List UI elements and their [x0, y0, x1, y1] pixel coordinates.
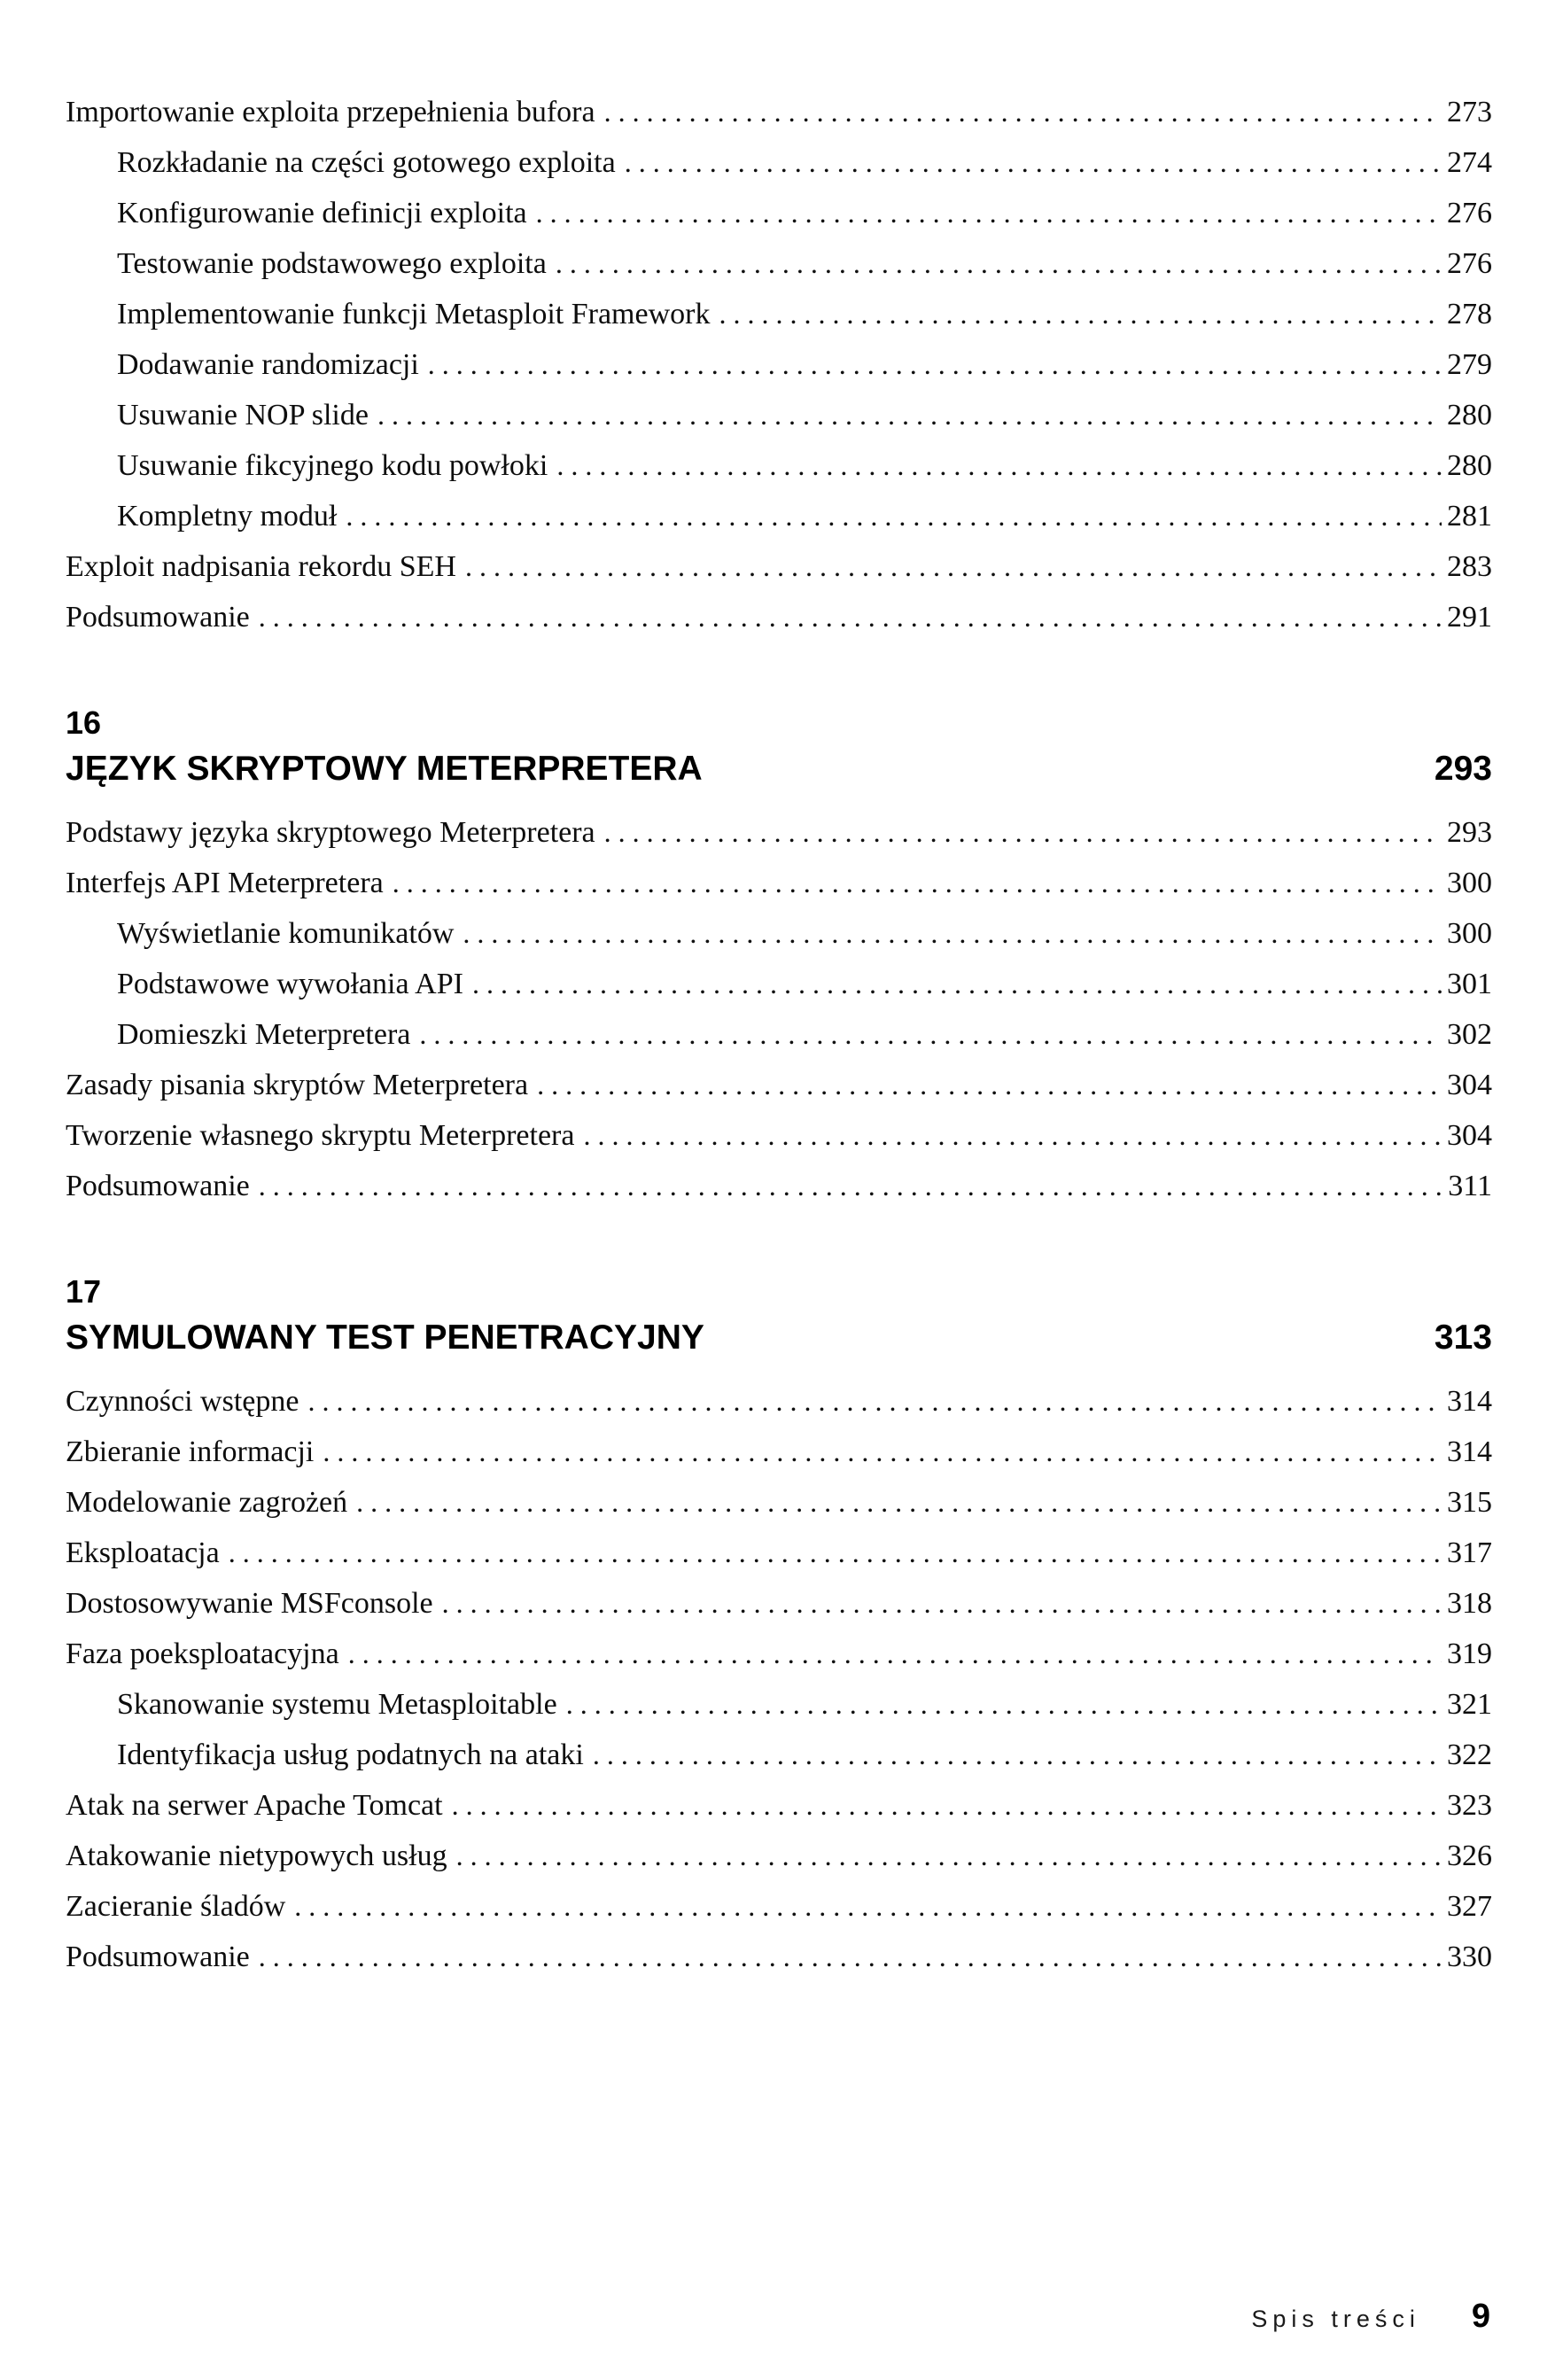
toc-entry-title: Identyfikacja usług podatnych na ataki [117, 1738, 584, 1771]
toc-entry-page: 304 [1447, 1069, 1492, 1101]
toc-entry-title: Atak na serwer Apache Tomcat [66, 1789, 443, 1822]
toc-dot-leader [583, 1110, 1442, 1161]
toc-entry-page: 276 [1447, 197, 1492, 229]
toc-dot-leader [472, 959, 1442, 1009]
toc-dot-leader [259, 1161, 1442, 1211]
toc-entry [66, 390, 1492, 440]
toc-entry [66, 1161, 1492, 1211]
chapter-page-number: 293 [1434, 750, 1492, 788]
toc-entry [66, 188, 1492, 238]
toc-entry [66, 491, 1492, 541]
toc-entry-page: 327 [1447, 1890, 1492, 1923]
toc-entry-title: Atakowanie nietypowych usług [66, 1839, 447, 1872]
toc-entry [66, 238, 1492, 289]
toc-entry-title: Podstawowe wywołania API [117, 968, 463, 1000]
page-footer [1251, 2298, 1490, 2336]
chapter-heading [66, 1272, 1492, 1364]
toc-entry-page: 279 [1447, 348, 1492, 381]
toc-entry-page: 330 [1447, 1941, 1492, 1973]
toc-entry [66, 1679, 1492, 1730]
chapter-number: 17 [66, 1273, 102, 1310]
toc-entry [66, 1477, 1492, 1528]
toc-entry-page: 291 [1447, 601, 1492, 634]
toc-dot-leader [346, 491, 1442, 541]
toc-dot-leader [442, 1578, 1442, 1629]
toc-dot-leader [556, 440, 1442, 491]
toc-entry [66, 1376, 1492, 1427]
chapter-title-row [66, 1312, 1492, 1364]
toc-dot-leader [463, 908, 1442, 959]
toc-entry-page: 281 [1447, 500, 1492, 533]
toc-entry [66, 592, 1492, 642]
toc-entry-title: Wyświetlanie komunikatów [117, 917, 455, 950]
toc-dot-leader [259, 1932, 1442, 1982]
toc-entry-page: 276 [1447, 247, 1492, 280]
toc-entry [66, 1060, 1492, 1110]
toc-entry-title: Dostosowywanie MSFconsole [66, 1587, 433, 1620]
toc-entry [66, 1932, 1492, 1982]
toc-dot-leader [348, 1629, 1442, 1679]
toc-entry-title: Testowanie podstawowego exploita [117, 247, 547, 280]
toc-entry [66, 541, 1492, 592]
toc-entry-page: 274 [1447, 146, 1492, 179]
toc-entry-title: Zacieranie śladów [66, 1890, 286, 1923]
toc-dot-leader [604, 87, 1442, 137]
toc-entry-title: Exploit nadpisania rekordu SEH [66, 550, 456, 583]
toc-entry [66, 908, 1492, 959]
toc-entry [66, 1881, 1492, 1932]
toc-entry-page: 314 [1447, 1385, 1492, 1418]
toc-entry-title: Zbieranie informacji [66, 1435, 315, 1468]
toc-entry [66, 858, 1492, 908]
toc-dot-leader [393, 858, 1442, 908]
toc-entry-page: 280 [1447, 449, 1492, 482]
toc-dot-leader [377, 390, 1442, 440]
toc-dot-leader [419, 1009, 1442, 1060]
toc-entry-title: Usuwanie NOP slide [117, 399, 369, 432]
toc-entry-page: 300 [1447, 917, 1492, 950]
toc-dot-leader [556, 238, 1442, 289]
toc-entry-title: Usuwanie fikcyjnego kodu powłoki [117, 449, 548, 482]
toc-entry [66, 289, 1492, 339]
toc-entry [66, 1110, 1492, 1161]
toc-dot-leader [566, 1679, 1442, 1730]
toc-dot-leader [307, 1376, 1442, 1427]
toc-entry [66, 1730, 1492, 1780]
toc-entry-title: Czynności wstępne [66, 1385, 299, 1418]
toc-entry-title: Importowanie exploita przepełnienia bufora [66, 96, 595, 128]
toc-entry-title: Domieszki Meterpretera [117, 1018, 411, 1051]
toc-entry-page: 302 [1447, 1018, 1492, 1051]
toc-entry-page: 300 [1447, 867, 1492, 899]
toc-entry-page: 293 [1447, 816, 1492, 849]
toc-entry [66, 137, 1492, 188]
toc-entry-title: Implementowanie funkcji Metasploit Framework [117, 298, 711, 331]
toc-entry-title: Faza poeksploatacyjna [66, 1637, 339, 1670]
chapter-number: 16 [66, 704, 102, 741]
toc-dot-leader [456, 1831, 1442, 1881]
toc-entry-page: 318 [1447, 1587, 1492, 1620]
toc-dot-leader [625, 137, 1442, 188]
footer-section-label: Spis treści [1251, 2306, 1420, 2332]
toc-dot-leader [536, 188, 1442, 238]
toc-entry-page: 317 [1447, 1536, 1492, 1569]
toc-entry-title: Podstawy języka skryptowego Meterpretera [66, 816, 595, 849]
toc-dot-leader [294, 1881, 1442, 1932]
toc-entry-title: Podsumowanie [66, 1941, 250, 1973]
toc-dot-leader [452, 1780, 1442, 1831]
toc-entry-title: Skanowanie systemu Metasploitable [117, 1688, 557, 1721]
toc-entry [66, 339, 1492, 390]
toc-entry [66, 1780, 1492, 1831]
toc-entry-page: 314 [1447, 1435, 1492, 1468]
toc-entry [66, 1831, 1492, 1881]
toc-entry [66, 1009, 1492, 1060]
toc-entry [66, 440, 1492, 491]
toc-entry-title: Zasady pisania skryptów Meterpretera [66, 1069, 529, 1101]
toc-entry [66, 959, 1492, 1009]
toc-entry-page: 319 [1447, 1637, 1492, 1670]
chapter-heading [66, 703, 1492, 795]
toc-entry-title: Podsumowanie [66, 1170, 250, 1202]
toc-entry [66, 807, 1492, 858]
toc-dot-leader [229, 1528, 1442, 1578]
toc-entry-title: Rozkładanie na części gotowego exploita [117, 146, 616, 179]
toc-dot-leader [537, 1060, 1442, 1110]
toc-entry [66, 1578, 1492, 1629]
toc-entry-page: 322 [1447, 1738, 1492, 1771]
toc-entry-page: 304 [1447, 1119, 1492, 1152]
toc-section [66, 1272, 1492, 1982]
toc-dot-leader [465, 541, 1442, 592]
toc-dot-leader [593, 1730, 1442, 1780]
toc-dot-leader [356, 1477, 1442, 1528]
toc-section [66, 703, 1492, 1211]
toc-entry-title: Modelowanie zagrożeń [66, 1486, 348, 1519]
toc-entry-title: Podsumowanie [66, 601, 250, 634]
toc-entry [66, 1629, 1492, 1679]
toc-entry [66, 1528, 1492, 1578]
toc-entry-page: 323 [1447, 1789, 1492, 1822]
toc-section [66, 87, 1492, 642]
toc-entry-title: Tworzenie własnego skryptu Meterpretera [66, 1119, 575, 1152]
toc-entry-page: 311 [1448, 1170, 1492, 1202]
toc-entry-title: Konfigurowanie definicji exploita [117, 197, 527, 229]
toc-entry-page: 273 [1447, 96, 1492, 128]
toc-entry-title: Interfejs API Meterpretera [66, 867, 384, 899]
toc-dot-leader [719, 289, 1442, 339]
toc-entry-page: 326 [1447, 1839, 1492, 1872]
footer-page-number: 9 [1471, 2298, 1490, 2335]
toc-entry-title: Dodawanie randomizacji [117, 348, 419, 381]
chapter-page-number: 313 [1434, 1318, 1492, 1357]
chapter-title: SYMULOWANY TEST PENETRACYJNY [66, 1318, 704, 1357]
toc-entry-page: 301 [1447, 968, 1492, 1000]
toc-entry-page: 280 [1447, 399, 1492, 432]
toc-dot-leader [259, 592, 1442, 642]
toc-entry-page: 321 [1447, 1688, 1492, 1721]
chapter-title-row [66, 743, 1492, 795]
toc-entry [66, 1427, 1492, 1477]
toc-dot-leader [428, 339, 1442, 390]
toc-dot-leader [323, 1427, 1442, 1477]
toc-entry-page: 283 [1447, 550, 1492, 583]
toc-entry [66, 87, 1492, 137]
toc-entry-title: Kompletny moduł [117, 500, 338, 533]
toc-dot-leader [604, 807, 1442, 858]
toc-entry-title: Eksploatacja [66, 1536, 220, 1569]
toc-entry-page: 278 [1447, 298, 1492, 331]
toc-entry-page: 315 [1447, 1486, 1492, 1519]
chapter-title: JĘZYK SKRYPTOWY METERPRETERA [66, 750, 703, 788]
